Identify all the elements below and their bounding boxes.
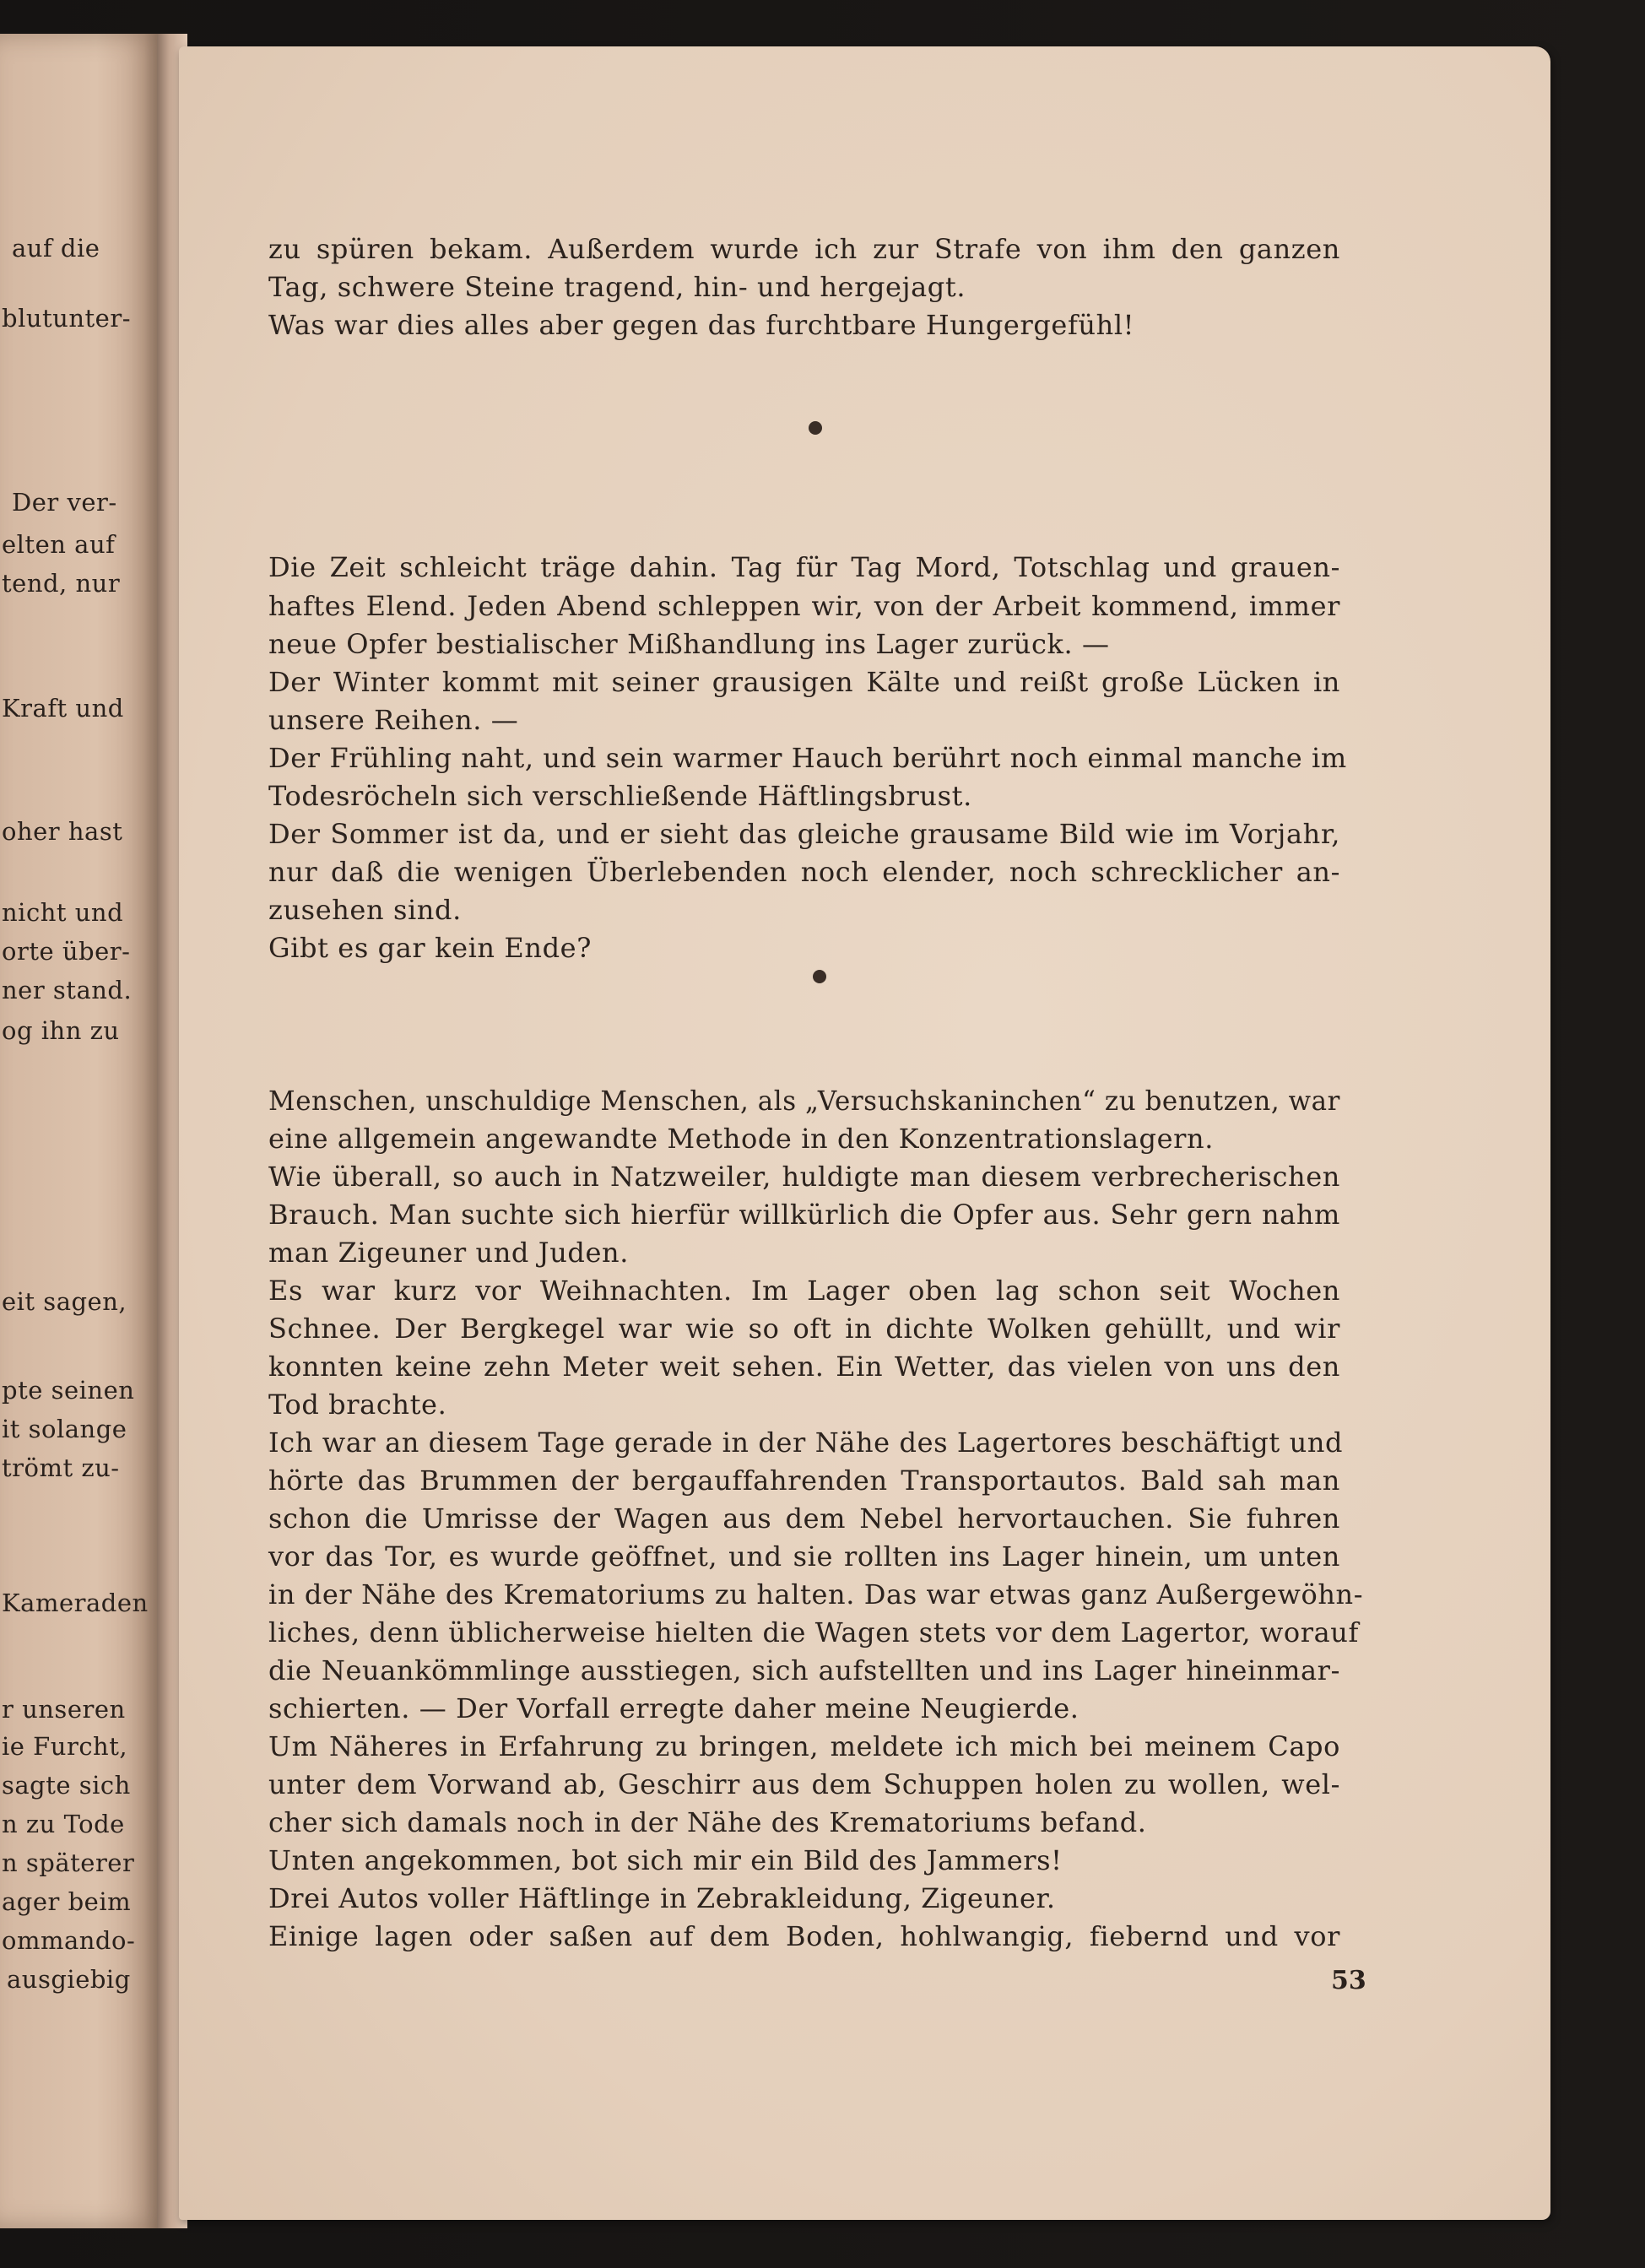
text-line: Der Frühling naht, und sein warmer Hauch berührt noch einmal manche im xyxy=(268,742,1347,774)
left-fragment: nicht und xyxy=(2,898,124,927)
left-fragment: sagte sich xyxy=(2,1771,131,1800)
left-fragment: ie Furcht, xyxy=(2,1732,128,1761)
page-number: 53 xyxy=(1331,1966,1366,1995)
text-line: Menschen, unschuldige Menschen, als „Versuchskaninchen“ zu benutzen, war xyxy=(268,1085,1340,1117)
text-line: Ich war an diesem Tage gerade in der Nähe des Lagertores beschäftigt und xyxy=(268,1426,1344,1459)
left-fragment: n zu Tode xyxy=(2,1810,125,1838)
text-line: zu spüren bekam. Außerdem wurde ich zur Strafe von ihm den ganzen xyxy=(268,233,1340,265)
text-line: haftes Elend. Jeden Abend schleppen wir, von der Arbeit kommend, immer xyxy=(268,590,1340,622)
text-line: unsere Reihen. — xyxy=(268,704,519,736)
text-line: Es war kurz vor Weihnachten. Im Lager oben lag schon seit Wochen xyxy=(268,1275,1340,1307)
left-fragment: auf die xyxy=(12,234,100,263)
text-line: Der Winter kommt mit seiner grausigen Kälte und reißt große Lücken in xyxy=(268,666,1340,698)
text-line: konnten keine zehn Meter weit sehen. Ein Wetter, das vielen von uns den xyxy=(268,1351,1340,1383)
text-line: Drei Autos voller Häftlinge in Zebrakleidung, Zigeuner. xyxy=(268,1882,1056,1914)
text-line: Gibt es gar kein Ende? xyxy=(268,932,592,964)
left-fragment: og ihn zu xyxy=(2,1016,120,1045)
text-line: Unten angekommen, bot sich mir ein Bild des Jammers! xyxy=(268,1844,1063,1876)
text-line: die Neuankömmlinge ausstiegen, sich aufstellten und ins Lager hineinmar- xyxy=(268,1654,1340,1686)
text-line: Der Sommer ist da, und er sieht das gleiche grausame Bild wie im Vorjahr, xyxy=(268,818,1340,850)
left-fragment: Kameraden xyxy=(2,1589,149,1617)
text-line: Die Zeit schleicht träge dahin. Tag für Tag Mord, Totschlag und grauen- xyxy=(268,551,1340,583)
left-fragment: it solange xyxy=(2,1415,127,1443)
text-line: cher sich damals noch in der Nähe des Krematoriums befand. xyxy=(268,1806,1147,1838)
text-line: schon die Umrisse der Wagen aus dem Nebel hervortauchen. Sie fuhren xyxy=(268,1502,1340,1535)
left-fragment: Der ver- xyxy=(12,488,117,517)
text-line: Was war dies alles aber gegen das furchtbare Hungergefühl! xyxy=(268,309,1135,341)
section-separator xyxy=(813,970,826,983)
left-fragment: Kraft und xyxy=(2,694,124,723)
text-line: eine allgemein angewandte Methode in den Konzentrationslagern. xyxy=(268,1123,1215,1155)
left-page xyxy=(0,34,160,2228)
left-fragment: pte seinen xyxy=(2,1376,135,1405)
text-line: vor das Tor, es wurde geöffnet, und sie rollten ins Lager hinein, um unten xyxy=(268,1540,1340,1572)
left-fragment: oher hast xyxy=(2,817,123,846)
left-fragment: r unseren xyxy=(2,1695,126,1724)
text-line: Tag, schwere Steine tragend, hin- und hergejagt. xyxy=(268,271,966,303)
left-fragment: ager beim xyxy=(2,1887,132,1916)
left-fragment: orte über- xyxy=(2,937,131,966)
text-line: Um Näheres in Erfahrung zu bringen, meldete ich mich bei meinem Capo xyxy=(268,1730,1340,1762)
left-fragment: elten auf xyxy=(2,530,116,559)
left-fragment: tend, nur xyxy=(2,569,121,598)
text-block xyxy=(268,46,1534,2157)
text-line: Tod brachte. xyxy=(268,1388,447,1421)
book-page xyxy=(179,46,1550,2220)
text-line: man Zigeuner und Juden. xyxy=(268,1237,630,1269)
left-fragment: trömt zu- xyxy=(2,1453,120,1482)
text-line: unter dem Vorwand ab, Geschirr aus dem Schuppen holen zu wollen, wel- xyxy=(268,1768,1340,1800)
left-fragment: ommando- xyxy=(2,1926,136,1955)
text-line: Einige lagen oder saßen auf dem Boden, hohlwangig, fiebernd und vor xyxy=(268,1920,1340,1952)
left-fragment: blutunter- xyxy=(2,304,132,333)
left-fragment: ausgiebig xyxy=(7,1965,131,1994)
left-fragment: eit sagen, xyxy=(2,1287,127,1316)
text-line: liches, denn üblicherweise hielten die Wagen stets vor dem Lagertor, worauf xyxy=(268,1616,1359,1648)
text-line: Schnee. Der Bergkegel war wie so oft in dichte Wolken gehüllt, und wir xyxy=(268,1313,1340,1345)
text-line: in der Nähe des Krematoriums zu halten. Das war etwas ganz Außergewöhn- xyxy=(268,1578,1364,1610)
text-line: zusehen sind. xyxy=(268,894,462,926)
text-line: Brauch. Man suchte sich hierfür willkürlich die Opfer aus. Sehr gern nahm xyxy=(268,1199,1340,1231)
left-fragment: ner stand. xyxy=(2,976,133,1004)
left-fragment: n späterer xyxy=(2,1849,135,1877)
section-separator xyxy=(809,421,822,435)
text-line: nur daß die wenigen Überlebenden noch elender, noch schrecklicher an- xyxy=(268,856,1340,888)
text-line: Wie überall, so auch in Natzweiler, huldigte man diesem verbrecherischen xyxy=(268,1161,1340,1193)
text-line: neue Opfer bestialischer Mißhandlung ins Lager zurück. — xyxy=(268,628,1110,660)
text-line: Todesröcheln sich verschließende Häftlingsbrust. xyxy=(268,780,972,812)
text-line: hörte das Brummen der bergauffahrenden Transportautos. Bald sah man xyxy=(268,1464,1340,1497)
text-line: schierten. — Der Vorfall erregte daher meine Neugierde. xyxy=(268,1692,1080,1724)
